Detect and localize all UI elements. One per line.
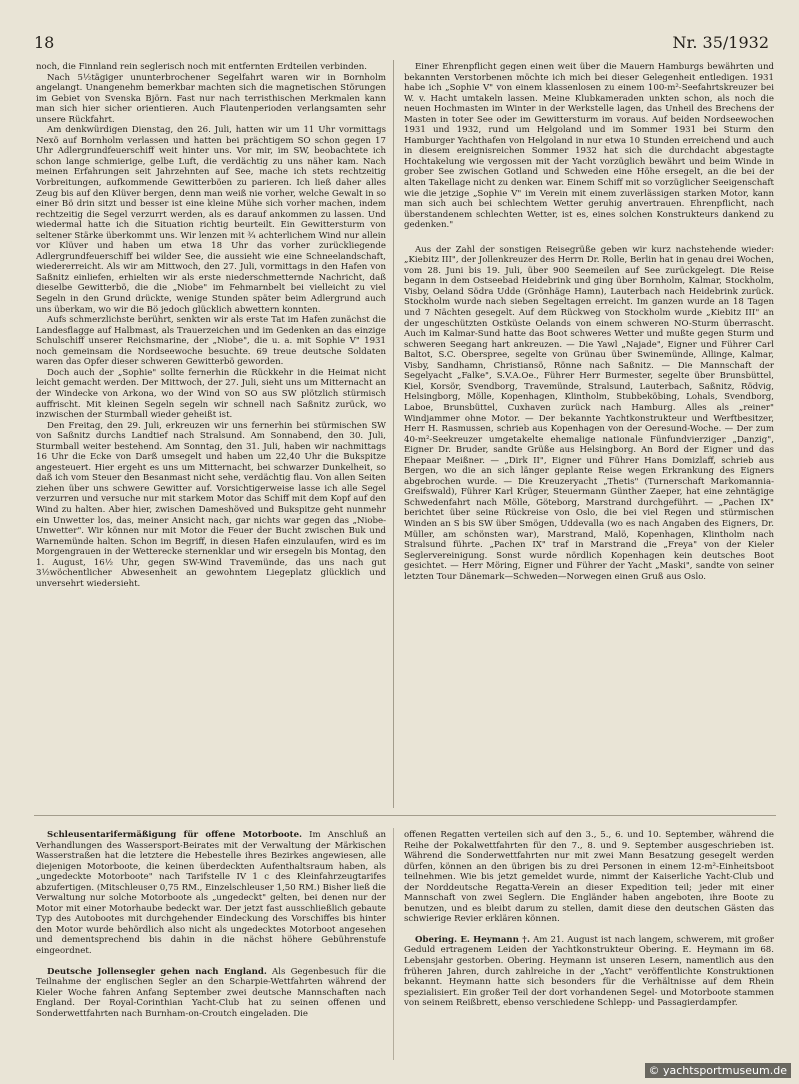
news-item-heading: Schleusentarifermäßigung für offene Motorboote. (47, 830, 303, 840)
obituary-heymann (404, 935, 774, 1009)
column-right-lower (404, 830, 774, 1060)
page-number: 18 (34, 33, 55, 52)
column-right-upper (404, 62, 774, 774)
paragraph: Einer Ehrenpflicht gegen einen weit über die Mauern Hamburgs bewährten und bekannten Verstorbenen möchte ich mich bei dieser Gelegenheit entledigen. 1931 habe ich „Sophie V" von einem klassenlosen zu einem 100-m²-Seefahrtskreuzer bei W. v. Hacht umtakeln lassen. Meine Klubkameraden unkten schon, als noch die neuen Hochmasten im Winter in der Werkstelle lagen, das Unheil des Brechens der Masten in toter See oder im Gewittersturm im voraus. Auf beiden Nordseewochen 1931 und 1932, rund um Helgoland und im Sommer 1931 bei Sturm den Hamburger Yachthafen von Helgoland in nur etwa 10 Stunden erreichend und auch in diesem ereignisreichen Sommer 1932 hat sich die durchdacht abgestagte Hochtakelung wie vergossen mit der Yacht vorzüglich bewährt und beim Winde in grober See zwischen Gotland und Schweden eine Höhe ersegelt, an die bei der alten Takellage nicht zu denken war. Einem Schiff mit so vorzüglicher Seeigenschaft wie die jetzige „Sophie V" im Verein mit einem zuverlässigen starken Motor, kann man sich auch bei schlechtem Wetter geruhig anvertrauen. Ehrenpflicht, nach überstandenem schlechten Wetter, ist es, eines solchen Konstrukteurs dankend zu gedenken." (404, 62, 774, 231)
column-left-lower (36, 830, 386, 1060)
column-left-upper (36, 62, 386, 804)
paragraph: Nach 5½tägiger ununterbrochener Segelfahrt waren wir in Bornholm angelangt. Unangenehm bemerkbar machten sich die magnetischen Störungen im Gebiet von Svenska Björn. Fast nur nach terristhischen Merkmalen kann man sich hier sicher orientieren. Auch Flautenperioden verlangsamten sehr unsere Rückfahrt. (36, 72, 386, 125)
news-item-schleusentarif (36, 830, 386, 957)
paragraph: offenen Regatten verteilen sich auf den 3., 5., 6. und 10. September, während die Reihe der Pokalwettfahrten für den 7., 8. und 9. September ausgeschrieben ist. Während die Sonderwettfahrten nur mit zwei Mann Besatzung gesegelt werden dürfen, können an den übrigen bis zu drei Personen in einem 12-m²-Einheitsboot teilnehmen. Wie bis jetzt gemeldet wurde, nimmt der Kaiserliche Yacht-Club und der Norddeutsche Regatta-Verein an dieser Expedition teil; jeder mit einer Mannschaft von zwei Seglern. Die Engländer haben angeboten, ihre Boote zu benutzen, und es bleibt darum zu stellen, damit diese den deutschen Gästen das schwierige Revier erklären können. (404, 830, 774, 925)
paragraph: Doch auch der „Sophie" sollte fernerhin die Rückkehr in die Heimat nicht leicht gemacht werden. Der Mittwoch, der 27. Juli, sieht uns um Mitternacht an der Windecke von Arkona, wo der Wind von SO aus SW plötzlich stürmisch auffrischt. Mit kleinen Segeln segeln wir schnell nach Saßnitz zurück, wo inzwischen der Sturmball wieder geheißt ist. (36, 367, 386, 421)
column-divider (393, 60, 394, 808)
obituary-heading: Obering. E. Heymann †. (415, 934, 531, 945)
news-item-text: Im Anschluß an Verhandlungen des Wassersport-Beirates mit der Verwaltung der Märkischen Wasserstraßen hat die letztere die Hebestelle ihres Bezirkes angewiesen, alle diejenigen Motorboote, die keinen überdeckten Aufenthaltsraum haben, als „ungedeckte Motorboote" nach Tarifstelle IV 1 c des Kleinfahrzeugtarifes abzufertigen. (Mitschleuser 0,75 RM., Einzelschleuser 1,50 RM.) Bisher ließ die Verwaltung nur solche Motorboote als „ungedeckt" gelten, bei denen nur der Motor mit einer Motorhaube bedeckt war. Der jetzt fast ausschließlich gebaute Typ des Autobootes mit durchgehender Eindeckung des Vorschiffes bis hinter den Motor wurde behördlich also nicht als ungedecktes Motorboot angesehen und dementsprechend bis dahin in die nächst höhere Gebührenstufe eingeordnet. (36, 830, 386, 957)
paragraph: Den Freitag, den 29. Juli, erkreuzen wir uns fernerhin bei stürmischen SW von Saßnitz durchs Landtief nach Stralsund. Am Sonnabend, den 30. Juli, Sturmball weiter bestehend. Am Sonntag, den 31. Juli, haben wir nachmittags 16 Uhr die Ecke von Darß umsegelt und haben um 22,40 Uhr die Bukspitze angesteuert. Hier ergeht es uns um Mitternacht, bei schwarzer Dunkelheit, so daß ich vom Steuer den Besanmast nicht sehe, verdächtig flau. Von allen Seiten ziehen über uns schwere Gewitter auf. Vorsichtigerweise lasse ich alle Segel verzurren und versuche nur mit starkem Motor das Schiff mit dem Kopf auf den Wind zu halten. Aber hier, zwischen Dameshöved und Bukspitze geht nunmehr ein Unwetter los, das, meiner Ansicht nach, gar nichts war gegen das „Niobe-Unwetter". Wir können nur mit Motor die Feuer der Bucht zwischen Buk und Warnemünde halten. Schon im Begriff, in diesen Hafen einzulaufen, wird es im Morgengrauen in der Wetterecke sternenklar und wir ersegeln bis Montag, den 1. August, 16½ Uhr, gegen SW-Wind Travemünde, das uns nach gut 3½wöchentlicher Abwesenheit an gewohntem Liegeplatz glücklich und unversehrt wiedersieht. (36, 420, 386, 589)
news-item-jollensegler (36, 967, 386, 1020)
issue-number: Nr. 35/1932 (672, 33, 769, 52)
paragraph: Aus der Zahl der sonstigen Reisegrüße geben wir kurz nachstehende wieder: „Kiebitz III", der Jollenkreuzer des Herrn Dr. Rolle, Berlin hat in genau drei Wochen, vom 28. Juni bis 19. Juli, über 900 Seemeilen auf See zurückgelegt. Die Reise begann in dem Ostseebad Heidebrink und ging über Bornholm, Kalmar, Stockholm, Visby, Oeland Södra Udde (Grönhäge Hamn), Lauterbach nach Heidebrink zurück. Stockholm wurde nach sieben Segeltagen erreicht. Im ganzen wurde an 18 Tagen und 7 Nächten gesegelt. Auf dem Rückweg von Stockholm wurde „Kiebitz III" an der ungeschützten Ostküste Oelands von einem schweren NO-Sturm überrascht. Auch im Kalmar-Sund hatte das Boot schweres Wetter und mußte gegen Sturm und schweren Seegang hart ankreuzen. — Die Yawl „Najade", Eigner und Führer Carl Baltot, S.C. Oberspree, segelte von Grünau über Swinemünde, Allinge, Kalmar, Visby, Sandhamn, Christiansö, Rönne nach Saßnitz. — Die Mannschaft der Segelyacht „Falke", S.V.A.Oe., Führer Herr Burmester, segelte über Brunsbüttel, Kiel, Korsör, Svendborg, Travemünde, Stralsund, Lauterbach, Saßnitz, Rödvig, Helsingborg, Mölle, Kopenhagen, Klintholm, Stubbeköbing, Lohals, Svendborg, Laboe, Brunsbüttel, Cuxhaven zurück nach Hamburg. Alles als „reiner" Windjammer ohne Motor. — Der bekannte Yachtkonstrukteur und Werftbesitzer, Herr H. Rasmussen, schrieb aus Kopenhagen von der Oeresund-Woche. — Der zum 40-m²-Seekreuzer umgetakelte ehemalige nationale Fünfundvierziger „Danzig", Eigner Dr. Bruder, sandte Grüße aus Helsingborg. An Bord der Eigner und das Ehepaar Meißner. — „Dirk II", Eigner und Führer Hans Domizlaff, schrieb aus Bergen, wo die an sich länger geplante Reise wegen Erkrankung des Eigners abgebrochen wurde. — Die Kreuzeryacht „Thetis" (Turnerschaft Markomannia-Greifswald), Führer Karl Krüger, Steuermann Günther Zaeper, hat eine zehntägige Schwedenfahrt nach Mölle, Göteborg, Marstrand durchgeführt. — „Pachen IX" berichtet über seine Rückreise von Oslo, die bei viel Regen und stürmischen Winden an S bis SW über Smögen, Uddevalla (wo es nach Angaben des Eigners, Dr. Müller, am schönsten war), Marstrand, Malö, Kopenhagen, Klintholm nach Stralsund führte. „Pachen IX" traf in Marstrand die „Freya" von der Kieler Seglervereinigung. Sonst wurde nördlich Kopenhagen kein deutsches Boot gesichtet. — Herr Möring, Eigner und Führer der Yacht „Maski", sandte von seiner letzten Tour Dänemark—Schweden—Norwegen einen Gruß aus Oslo. (404, 244, 774, 582)
column-divider-lower (393, 828, 394, 1060)
watermark: © yachtsportmuseum.de (645, 1063, 791, 1078)
news-item-heading: Deutsche Jollensegler gehen nach England. (47, 966, 267, 977)
paragraph: Am denkwürdigen Dienstag, den 26. Juli, hatten wir um 11 Uhr vormittags Nexö auf Bornholm verlassen und hatten bei prächtigem SO schon gegen 17 Uhr Adlergrundfeuerschiff weit hinter uns. Vor mir, im SW, beobachtete ich schon lange schmierige, gelbe Luft, die verdächtig zu uns näher kam. Nach meinen Erfahrungen seit Jahrzehnten auf See, mache ich stets rechtzeitig Vorbreitungen, aufkommende Gewitterböen zu parieren. Ich ließ daher alles Zeug bis auf den Klüver bergen, denn man weiß nie vorher, welche Gewalt in so einer Bö drin sitzt und besser ist eine kleine Mühe sich vorher machen, indem rechtzeitig die Segel verzurrt werden, als es darauf ankommen zu lassen. Und wiedermal hatte ich die Situation richtig beurteilt. Ein Gewittersturm von seltener Stärke überkommt uns. Wir lenzen mit ¾ achterlichem Wind nur allein vor Klüver und haben um etwa 18 Uhr das vorher zurückliegende Adlergrundfeuerschiff bei wilder See, die aussieht wie eine Schneelandschaft, wiedererreicht. Als wir am Mittwoch, den 27. Juli, vormittags in den Hafen von Saßnitz einliefen, erhielten wir als erste niederschmetternde Nachricht, daß dieselbe Gewitterbö, die die „Niobe" im Fehmarnbelt bei vielleicht zu viel Segeln in den Grund drückte, wenige Stunden später beim Adlergrund auch uns überkam, wo wir die Bö jedoch glücklich abwettern konnten. (36, 125, 386, 315)
section-divider (34, 815, 776, 816)
obituary-text: Am 21. August ist nach langem, schwerem, mit großer Geduld ertragenem Leiden der Yachtkonstrukteur Obering. E. Heymann im 68. Lebensjahr gestorben. Obering. Heymann ist unseren Lesern, namentlich aus den früheren Jahren, durch zahlreiche in der „Yacht" veröffentlichte Konstruktionen bekannt. Heymann hatte sich besonders für die Verhältnisse auf dem Rhein spezialisiert. Ein großer Teil der dort vorhandenen Segel- und Motorboote stammen von seinem Reißbrett, ebenso verschiedene Schlepp- und Passagierdampfer. (404, 934, 774, 1009)
news-item-text: Als Gegenbesuch für die Teilnahme der englischen Segler an den Scharpie-Wettfahrten während der Kieler Woche fahren Anfang September zwei deutsche Mannschaften nach England. Der Royal-Corinthian Yacht-Club hat zu seinen offenen und Sonderwettfahrten nach Burnham-on-Croutch eingeladen. Die (36, 966, 386, 1019)
paragraph: Aufs schmerzlichste berührt, senkten wir als erste Tat im Hafen zunächst die Landesflagge auf Halbmast, als Trauerzeichen und im Gedenken an das einzige Schulschiff unserer Reichsmarine, der „Niobe", die u. a. mit Sophie V" 1931 noch gemeinsam die Nordseewoche besuchte. 69 treue deutsche Soldaten waren das Opfer dieser schweren Gewitterbö geworden. (36, 315, 386, 368)
paragraph: noch, die Finnland rein seglerisch noch mit entfernten Erdteilen verbinden. (36, 62, 368, 72)
